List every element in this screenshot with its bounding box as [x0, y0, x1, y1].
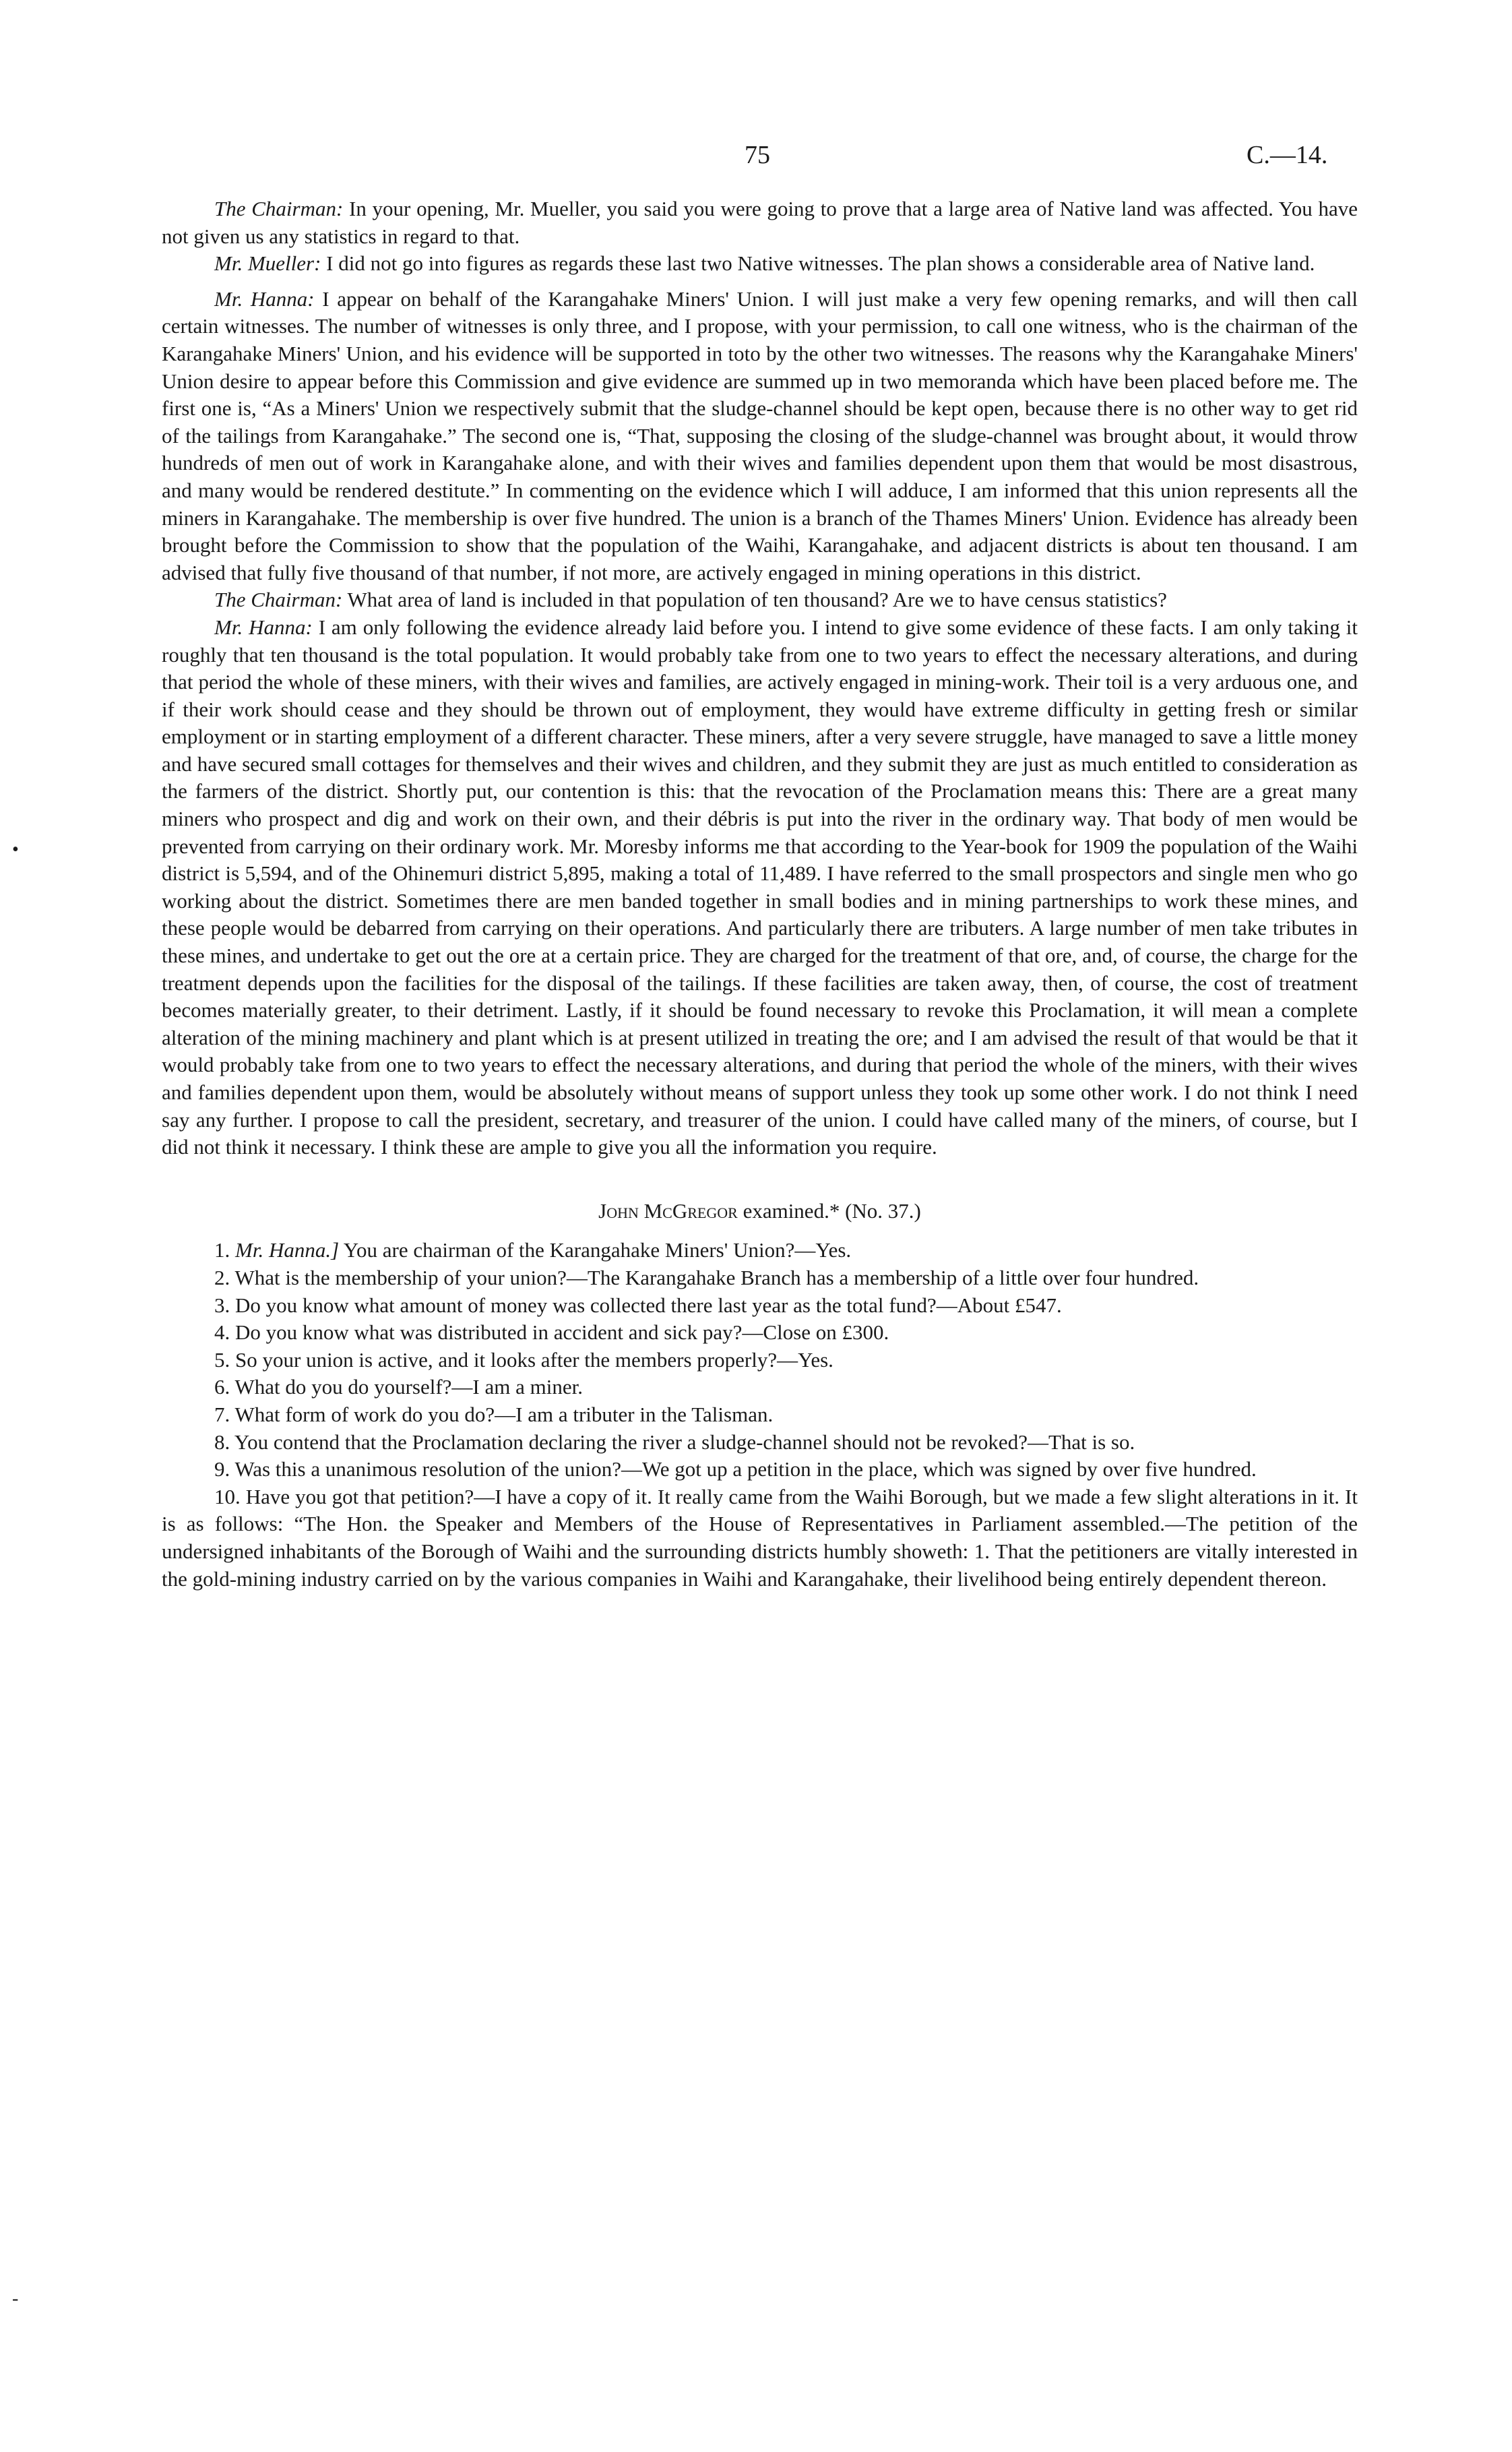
question-item: [162, 1456, 1358, 1483]
question-item: [162, 1401, 1358, 1429]
heading-rest: examined.* (No. 37.): [737, 1198, 921, 1223]
question-text: What form of work do you do?—I am a tributer in the Talisman.: [234, 1402, 774, 1426]
question-item: [162, 1319, 1358, 1347]
question-number: 5.: [214, 1347, 230, 1372]
question-text: Do you know what was distributed in accident and sick pay?—Close on £300.: [235, 1320, 889, 1345]
question-number: 2.: [214, 1265, 230, 1289]
paragraph-text: I am only following the evidence already laid before you. I intend to give some evidence of these facts. I am only taking it roughly that ten thousand is the total population. It would probably take from one to two years to effect the necessary alterations, and during that period the whole of these miners, with their wives and families, are actively engaged in mining-work. Their toil is a very arduous one, and if their work should cease and they should be thrown out of employment, they would have extreme difficulty in getting fresh or similar employment or in starting employment of a different character. These miners, after a very severe struggle, have managed to save a little money and have secured small cottages for themselves and their wives and children, and they submit they are just as much entitled to consideration as the farmers of the district. Shortly put, our contention is this: that the revocation of the Proclamation means this: There are a great many miners who prospect and dig and work on their own, and their débris is put into the river in the ordinary way. That body of men would be prevented from carrying on their ordinary work. Mr. Moresby informs me that according to the Year-book for 1909 the population of the Waihi district is 5,594, and of the Ohinemuri district 5,895, making a total of 11,489. I have referred to the small prospectors and single men who go working about the district. Sometimes there are men banded together in small bodies and in mining partnerships to work these mines, and these people would be debarred from carrying on their operations. And particularly there are tributers. A large number of men take tributes in these mines, and undertake to get out the ore at a certain price. They are charged for the treatment of that ore, and, of course, the charge for the treatment depends upon the facilities for the disposal of the tailings. If these facilities are taken away, then, of course, the cost of treatment becomes materially greater, to their detriment. Lastly, if it should be found necessary to revoke this Proclamation, it will mean a complete alteration of the mining machinery and plant which is at present utilized in treating the ore; and I am advised the result of that would be that it would probably take from one to two years to effect the necessary alterations, and during that period the whole of the miners, with their wives and families dependent upon them, would be absolutely without means of support unless they took up some other work. I do not think I need say any further. I propose to call the president, secretary, and treasurer of the union. I could have called many of the miners, of course, but I did not think it necessary. I think these are ample to give you all the information you require.: [162, 615, 1358, 1159]
question-item: [162, 1292, 1358, 1320]
question-text: Do you know what amount of money was collected there last year as the total fund?—About £547.: [235, 1293, 1062, 1317]
paragraph-text: I did not go into figures as regards these last two Native witnesses. The plan shows a considerable area of Native land.: [321, 251, 1315, 276]
paragraph-text: I appear on behalf of the Karangahake Miners' Union. I will just make a very few opening remarks, and will then call certain witnesses. The number of witnesses is only three, and I propose, with your permission, to call one witness, who is the chairman of the Karangahake Miners' Union, and his evidence will be supported in toto by the other two witnesses. The reasons why the Karangahake Miners' Union desire to appear before this Commission and give evidence are summed up in two memoranda which have been placed before me. The first one is, “As a Miners' Union we respectively submit that the sludge-channel should be kept open, because there is no other way to get rid of the tailings from Karangahake.” The second one is, “That, supposing the closing of the sludge-channel was brought about, it would throw hundreds of men out of work in Karangahake alone, and with their wives and families dependent upon them that would be most disastrous, and many would be rendered destitute.” In commenting on the evidence which I will adduce, I am informed that this union represents all the miners in Karangahake. The membership is over five hundred. The union is a branch of the Thames Miners' Union. Evidence has already been brought before the Commission to show that the population of the Waihi, Karangahake, and adjacent districts is about ten thousand. I am advised that fully five thousand of that number, if not more, are actively engaged in mining operations in this district.: [162, 286, 1358, 584]
margin-dot: •: [12, 839, 19, 860]
paragraph: [162, 250, 1358, 278]
paragraph-text: What area of land is included in that population of ten thousand? Are we to have census statistics?: [342, 588, 1167, 612]
speaker: Mr. Hanna:: [214, 286, 315, 311]
question-number: 3.: [214, 1293, 230, 1317]
question-number: 4.: [214, 1320, 230, 1345]
witness-name: John McGregor: [598, 1198, 738, 1223]
question-item: [162, 1483, 1358, 1593]
question-number: 6.: [214, 1375, 230, 1399]
question-number: 9.: [214, 1457, 230, 1481]
page-number: 75: [745, 141, 770, 169]
question-text: What is the membership of your union?—The Karangahake Branch has a membership of a little over four hundred.: [234, 1265, 1199, 1289]
question-number: 10.: [214, 1484, 241, 1508]
question-text: Have you got that petition?—I have a copy of it. It really came from the Waihi Borough, but we made a few slight alterations in it. It is as follows: “The Hon. the Speaker and Members of the House of Representatives in Parliament assembled.—The petition of the undersigned inhabitants of the Borough of Waihi and the surrounding districts humbly showeth: 1. That the petitioners are vitally interested in the gold-mining industry carried on by the various companies in Waihi and Karangahake, their livelihood being entirely dependent thereon.: [162, 1484, 1358, 1591]
question-text: So your union is active, and it looks after the members properly?—Yes.: [235, 1347, 833, 1372]
paragraph: [162, 195, 1358, 250]
paragraph: [162, 586, 1358, 614]
paragraph-text: In your opening, Mr. Mueller, you said you were going to prove that a large area of Native land was affected. You have not given us any statistics in regard to that.: [162, 197, 1358, 248]
paragraph: [162, 286, 1358, 587]
margin-dash: -: [12, 2288, 19, 2309]
speaker: The Chairman:: [214, 588, 343, 612]
question-item: [162, 1347, 1358, 1374]
question-text: Was this a unanimous resolution of the union?—We got up a petition in the place, which was signed by over five hundred.: [234, 1457, 1257, 1481]
question-item: [162, 1429, 1358, 1457]
section-heading: [162, 1198, 1358, 1225]
page-body: [162, 195, 1358, 1593]
speaker: Mr. Mueller:: [214, 251, 321, 276]
question-number: 7.: [214, 1402, 230, 1426]
question-text: You are chairman of the Karangahake Miners' Union?—Yes.: [339, 1238, 852, 1262]
question-text: You contend that the Proclamation declaring the river a sludge-channel should not be revoked?—That is so.: [234, 1430, 1135, 1454]
speaker: The Chairman:: [214, 197, 344, 220]
question-number: 8.: [214, 1430, 230, 1454]
paragraph: [162, 614, 1358, 1161]
question-text: What do you do yourself?—I am a miner.: [234, 1375, 583, 1399]
question-item: [162, 1264, 1358, 1292]
speaker: Mr. Hanna:: [214, 615, 313, 639]
speaker: Mr. Hanna.]: [235, 1238, 340, 1262]
question-item: [162, 1237, 1358, 1264]
question-item: [162, 1374, 1358, 1401]
question-number: 1.: [214, 1238, 230, 1262]
document-reference: C.—14.: [1247, 141, 1328, 169]
